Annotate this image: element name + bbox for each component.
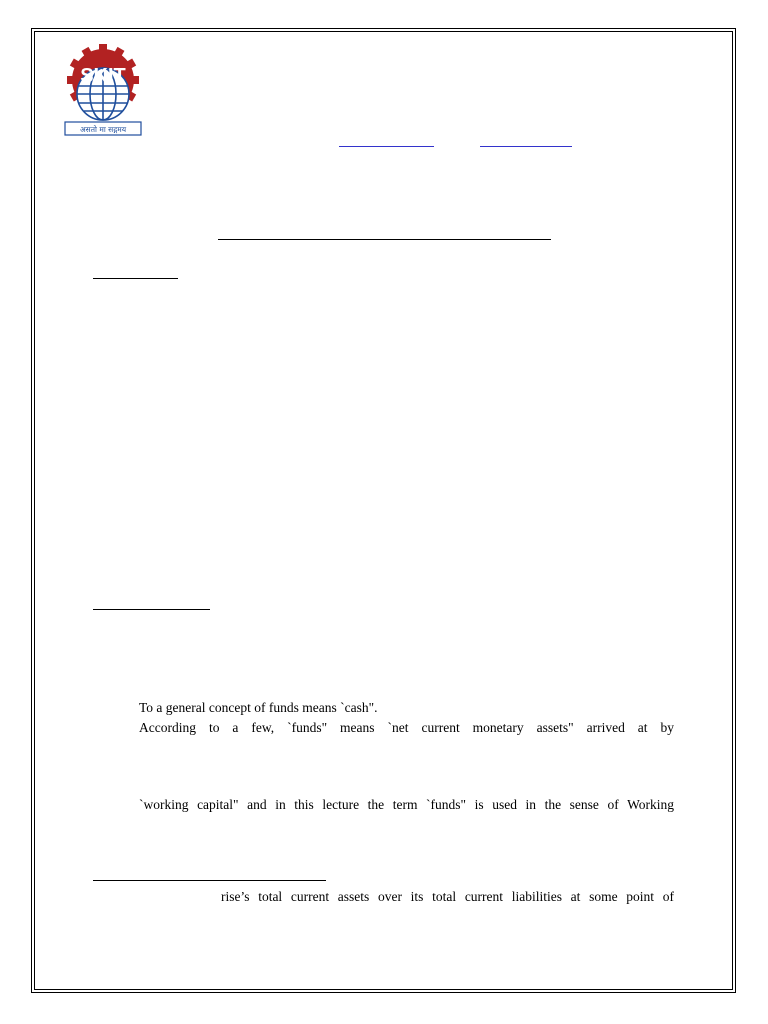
logo-motto: असतो मा सद्गमय xyxy=(79,125,127,134)
header-link-2[interactable] xyxy=(480,146,572,147)
footnote-separator xyxy=(93,880,326,881)
section-heading-underline-1 xyxy=(93,278,178,279)
logo-brand-text: SKIT xyxy=(80,65,126,87)
footnote-text: rise’s total current assets over its total current liabilities at some point of xyxy=(221,889,674,904)
section-heading-underline-2 xyxy=(93,609,210,610)
paragraph-line-1: To a general concept of funds means `cash". xyxy=(139,700,378,715)
paragraph-line-2: According to a few, `funds" means `net current monetary assets" arrived at by xyxy=(139,720,674,735)
header-link-1[interactable] xyxy=(339,146,434,147)
skit-logo xyxy=(62,44,144,140)
paragraph-line-3: `working capital" and in this lecture the term `funds" is used in the sense of Working xyxy=(139,797,674,812)
page-border-inner xyxy=(34,31,733,990)
title-underline xyxy=(218,239,551,240)
